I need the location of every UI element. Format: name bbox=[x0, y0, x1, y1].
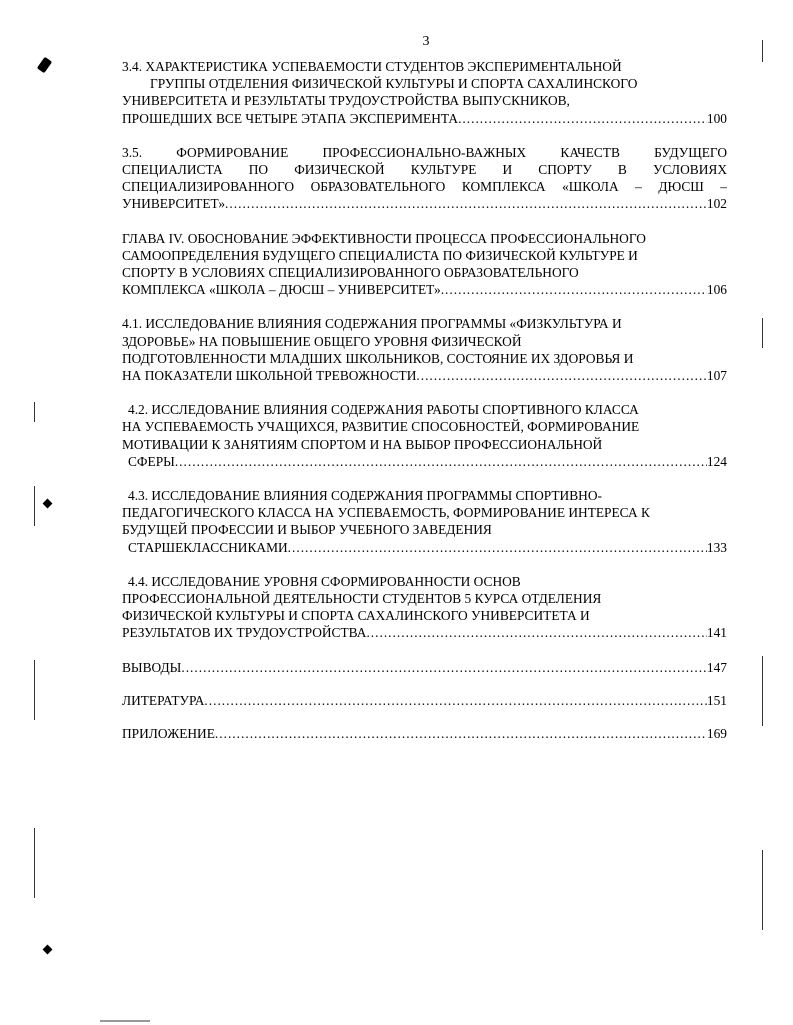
toc-line: ЗДОРОВЬЕ» НА ПОВЫШЕНИЕ ОБЩЕГО УРОВНЯ ФИЗИЧЕСКОЙ bbox=[122, 333, 522, 349]
toc-leader-line bbox=[122, 659, 727, 676]
toc-title: ЛИТЕРАТУРА bbox=[122, 692, 205, 708]
toc-line: НА ПОКАЗАТЕЛИ ШКОЛЬНОЙ ТРЕВОЖНОСТИ bbox=[122, 368, 417, 384]
toc-line: СФЕРЫ bbox=[128, 453, 175, 469]
toc-entry-literature[interactable] bbox=[122, 692, 727, 709]
dot-leader bbox=[441, 281, 707, 298]
toc-title: ПРИЛОЖЕНИЕ bbox=[122, 726, 215, 742]
toc-leader-line bbox=[122, 725, 727, 742]
dot-leader bbox=[416, 367, 707, 384]
toc-entry-4-2[interactable] bbox=[122, 401, 727, 470]
dot-leader bbox=[204, 692, 707, 709]
toc-leader-line bbox=[122, 453, 727, 470]
toc-line: 3.4. ХАРАКТЕРИСТИКА УСПЕВАЕМОСТИ СТУДЕНТОВ ЭКСПЕРИМЕНТАЛЬНОЙ bbox=[122, 59, 622, 74]
toc-page-number: 100 bbox=[706, 110, 727, 126]
toc-page-number: 151 bbox=[706, 692, 727, 708]
toc-line: УНИВЕРСИТЕТ» bbox=[122, 196, 226, 212]
scan-artifact bbox=[34, 660, 35, 720]
scan-artifact bbox=[34, 486, 35, 526]
page-number: 3 bbox=[422, 34, 430, 49]
table-of-contents bbox=[122, 58, 727, 758]
scan-artifact bbox=[762, 656, 763, 726]
toc-entry-3-4[interactable] bbox=[122, 58, 727, 127]
toc-line: УНИВЕРСИТЕТА И РЕЗУЛЬТАТЫ ТРУДОУСТРОЙСТВА ВЫПУСКНИКОВ, bbox=[122, 93, 570, 109]
toc-entry-conclusions[interactable] bbox=[122, 659, 727, 676]
toc-line: СПОРТУ В УСЛОВИЯХ СПЕЦИАЛИЗИРОВАННОГО ОБРАЗОВАТЕЛЬНОГО bbox=[122, 265, 579, 281]
toc-entry-chapter-4[interactable] bbox=[122, 230, 727, 299]
toc-line: ПРОФЕССИОНАЛЬНОЙ ДЕЯТЕЛЬНОСТИ СТУДЕНТОВ 5 КУРСА ОТДЕЛЕНИЯ bbox=[122, 591, 602, 607]
dot-leader bbox=[225, 195, 707, 212]
toc-title: ВЫВОДЫ bbox=[122, 659, 182, 675]
toc-line: НА УСПЕВАЕМОСТЬ УЧАЩИХСЯ, РАЗВИТИЕ СПОСОБНОСТЕЙ, ФОРМИРОВАНИЕ bbox=[122, 419, 640, 435]
toc-line: 4.4. ИССЛЕДОВАНИЕ УРОВНЯ СФОРМИРОВАННОСТИ ОСНОВ bbox=[128, 573, 521, 589]
toc-leader-line bbox=[122, 624, 727, 641]
toc-entry-appendix[interactable] bbox=[122, 725, 727, 742]
toc-page-number: 124 bbox=[706, 453, 727, 469]
toc-line: СТАРШЕКЛАССНИКАМИ bbox=[128, 539, 288, 555]
toc-page-number: 107 bbox=[706, 368, 727, 384]
dot-leader bbox=[366, 624, 706, 641]
toc-entry-3-5[interactable] bbox=[122, 144, 727, 213]
toc-line: СПЕЦИАЛИЗИРОВАННОГО ОБРАЗОВАТЕЛЬНОГО КОМПЛЕКСА «ШКОЛА – ДЮСШ – bbox=[122, 179, 727, 195]
toc-line: 4.1. ИССЛЕДОВАНИЕ ВЛИЯНИЯ СОДЕРЖАНИЯ ПРОГРАММЫ «ФИЗКУЛЬТУРА И bbox=[122, 316, 622, 332]
scan-artifact bbox=[37, 57, 52, 74]
scan-artifact bbox=[34, 828, 35, 898]
toc-page-number: 141 bbox=[706, 625, 727, 641]
toc-line: ПРОШЕДШИХ ВСЕ ЧЕТЫРЕ ЭТАПА ЭКСПЕРИМЕНТА bbox=[122, 110, 459, 126]
toc-entry-4-3[interactable] bbox=[122, 487, 727, 556]
toc-leader-line bbox=[122, 281, 727, 298]
toc-line: ГРУППЫ ОТДЕЛЕНИЯ ФИЗИЧЕСКОЙ КУЛЬТУРЫ И СПОРТА САХАЛИНСКОГО bbox=[150, 76, 638, 92]
scan-artifact bbox=[43, 499, 53, 509]
toc-leader-line bbox=[122, 195, 727, 212]
toc-page-number: 133 bbox=[706, 539, 727, 555]
toc-line: МОТИВАЦИИ К ЗАНЯТИЯМ СПОРТОМ И НА ВЫБОР ПРОФЕССИОНАЛЬНОЙ bbox=[122, 436, 603, 452]
toc-line: 4.3. ИССЛЕДОВАНИЕ ВЛИЯНИЯ СОДЕРЖАНИЯ ПРОГРАММЫ СПОРТИВНО- bbox=[128, 488, 602, 504]
toc-page-number: 106 bbox=[706, 282, 727, 298]
toc-entry-4-1[interactable] bbox=[122, 315, 727, 384]
dot-leader bbox=[175, 453, 707, 470]
scan-artifact bbox=[100, 1020, 150, 1022]
toc-page-number: 102 bbox=[706, 196, 727, 212]
scan-artifact bbox=[43, 945, 53, 955]
dot-leader bbox=[458, 110, 707, 127]
toc-line: СПЕЦИАЛИСТА ПО ФИЗИЧЕСКОЙ КУЛЬТУРЕ И СПОРТУ В УСЛОВИЯХ bbox=[122, 162, 727, 178]
dot-leader bbox=[215, 725, 707, 742]
toc-leader-line bbox=[122, 692, 727, 709]
scan-artifact bbox=[762, 318, 763, 348]
toc-line: 3.5. ФОРМИРОВАНИЕ ПРОФЕССИОНАЛЬНО-ВАЖНЫХ КАЧЕСТВ БУДУЩЕГО bbox=[122, 144, 727, 160]
toc-line: КОМПЛЕКСА «ШКОЛА – ДЮСШ – УНИВЕРСИТЕТ» bbox=[122, 282, 441, 298]
toc-page-number: 147 bbox=[706, 659, 727, 675]
toc-line: РЕЗУЛЬТАТОВ ИХ ТРУДОУСТРОЙСТВА bbox=[122, 625, 367, 641]
toc-line: ФИЗИЧЕСКОЙ КУЛЬТУРЫ И СПОРТА САХАЛИНСКОГО УНИВЕРСИТЕТА И bbox=[122, 608, 590, 624]
toc-line: САМООПРЕДЕЛЕНИЯ БУДУЩЕГО СПЕЦИАЛИСТА ПО ФИЗИЧЕСКОЙ КУЛЬТУРЕ И bbox=[122, 247, 638, 263]
scan-artifact bbox=[762, 40, 763, 62]
toc-page-number: 169 bbox=[706, 726, 727, 742]
scan-artifact bbox=[762, 850, 763, 930]
dot-leader bbox=[181, 659, 707, 676]
dot-leader bbox=[288, 539, 707, 556]
toc-leader-line bbox=[122, 539, 727, 556]
toc-line: 4.2. ИССЛЕДОВАНИЕ ВЛИЯНИЯ СОДЕРЖАНИЯ РАБОТЫ СПОРТИВНОГО КЛАССА bbox=[128, 402, 639, 418]
toc-line: ПЕДАГОГИЧЕСКОГО КЛАССА НА УСПЕВАЕМОСТЬ, ФОРМИРОВАНИЕ ИНТЕРЕСА К bbox=[122, 505, 650, 521]
toc-leader-line bbox=[122, 110, 727, 127]
scan-artifact bbox=[34, 402, 35, 422]
toc-leader-line bbox=[122, 367, 727, 384]
toc-line: БУДУЩЕЙ ПРОФЕССИИ И ВЫБОР УЧЕБНОГО ЗАВЕДЕНИЯ bbox=[122, 522, 492, 538]
toc-entry-4-4[interactable] bbox=[122, 573, 727, 642]
toc-line: ПОДГОТОВЛЕННОСТИ МЛАДШИХ ШКОЛЬНИКОВ, СОСТОЯНИЕ ИХ ЗДОРОВЬЯ И bbox=[122, 350, 634, 366]
toc-line: ГЛАВА IV. ОБОСНОВАНИЕ ЭФФЕКТИВНОСТИ ПРОЦЕССА ПРОФЕССИОНАЛЬНОГО bbox=[122, 230, 646, 246]
